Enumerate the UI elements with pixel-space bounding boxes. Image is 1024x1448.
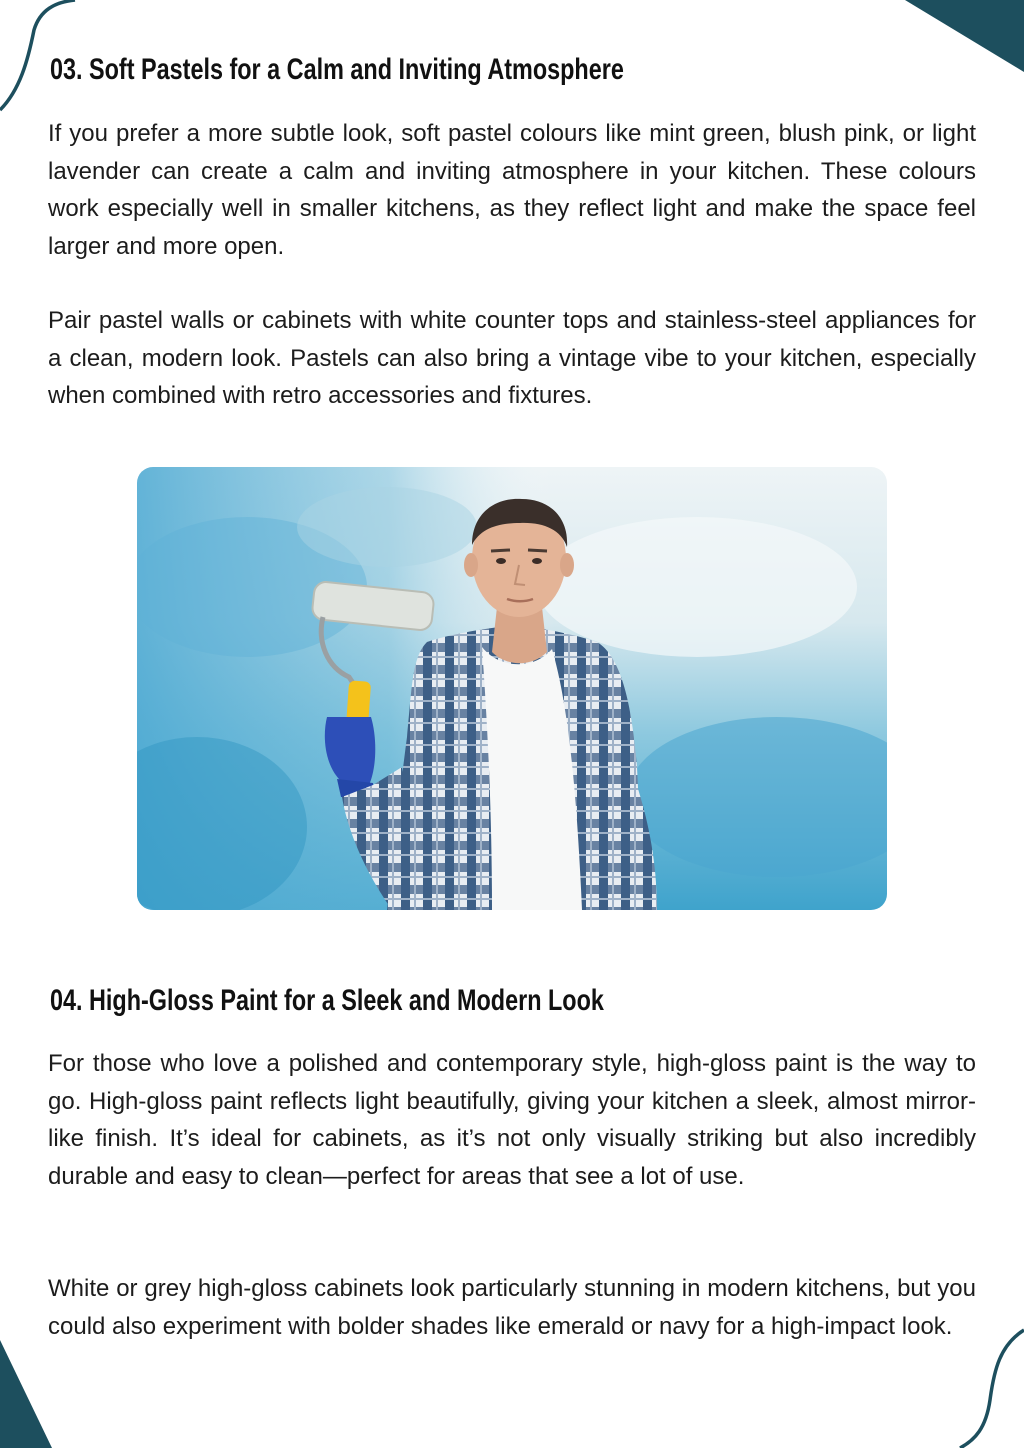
section-paragraph: For those who love a polished and contemporary style, high-gloss paint is the way to go. High-gloss paint reflects light beautifully, giving your kitchen a sleek, almost mirror-like finish. It’s ideal for cabinets, as it’s not only visually striking but also incredibly durable and easy to clean—perfect for areas that see a lot of use. <box>48 1050 976 1190</box>
corner-triangle-bottom-left <box>0 1340 52 1448</box>
man-holding-paint-roller-photo <box>137 467 887 910</box>
section-paragraph: Pair pastel walls or cabinets with white counter tops and stainless-steel appliances for a clean, modern look. Pastels can also bring a vintage vibe to your kitchen, especially when combined with retro accessories and fixtures. <box>48 307 976 409</box>
paint-patch <box>297 487 477 567</box>
section-title-high-gloss: 04. High-Gloss Paint for a Sleek and Modern Look <box>50 984 604 1017</box>
corner-triangle-top-right <box>905 0 1024 72</box>
paint-patch <box>537 517 857 657</box>
section-paragraph: If you prefer a more subtle look, soft pastel colours like mint green, blush pink, or light lavender can create a calm and inviting atmosphere in your kitchen. These colours work especially well in smaller kitchens, as they reflect light and make the space feel larger and more open. <box>48 120 976 260</box>
section-title-soft-pastels: 03. Soft Pastels for a Calm and Inviting Atmosphere <box>50 53 624 86</box>
corner-curve-bottom-right <box>960 1330 1024 1448</box>
section-paragraph: White or grey high-gloss cabinets look particularly stunning in modern kitchens, but you could also experiment with bolder shades like emerald or navy for a high-impact look. <box>48 1275 976 1340</box>
